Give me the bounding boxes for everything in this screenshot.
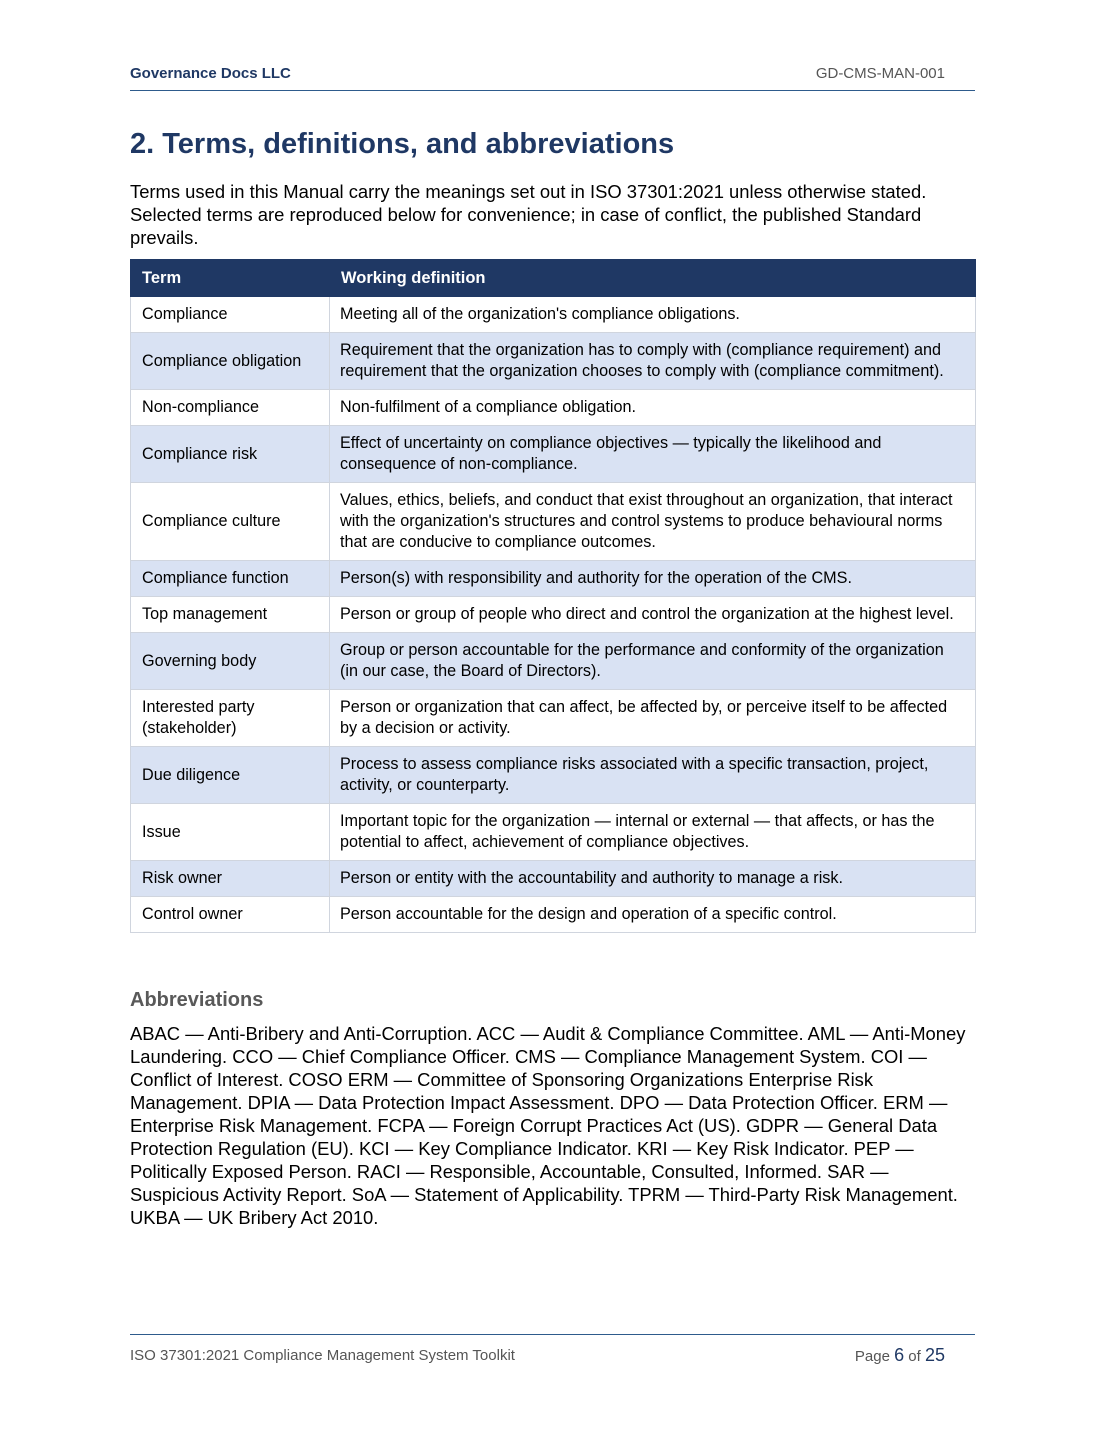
- definition-cell: Person or organization that can affect, be affected by, or perceive itself to be affected by a decision or activity.: [330, 690, 976, 747]
- definition-cell: Requirement that the organization has to comply with (compliance requirement) and requirement that the organization chooses to comply with (compliance commitment).: [330, 333, 976, 390]
- term-cell: Compliance risk: [131, 426, 330, 483]
- footer-title: ISO 37301:2021 Compliance Management System Toolkit: [130, 1347, 515, 1364]
- abbreviations-paragraph: ABAC — Anti-Bribery and Anti-Corruption. ACC — Audit & Compliance Committee. AML — Anti-Money Laundering. CCO — Chief Compliance Officer. CMS — Compliance Management System. COI — Conflict of Interest. COSO ERM — Committee of Sponsoring Organizations Enterprise Risk Management. DPIA — Data Protection Impact Assessment. DPO — Data Protection Officer. ERM — Enterprise Risk Management. FCPA — Foreign Corrupt Practices Act (US). GDPR — General Data Protection Regulation (EU). KCI — Key Compliance Indicator. KRI — Key Risk Indicator. PEP — Politically Exposed Person. RACI — Responsible, Accountable, Consulted, Informed. SAR — Suspicious Activity Report. SoA — Statement of Applicability. TPRM — Third-Party Risk Management. UKBA — UK Bribery Act 2010.: [130, 1023, 966, 1228]
- table-row: [131, 390, 976, 426]
- table-header-row: [131, 260, 976, 297]
- abbreviations-heading: Abbreviations: [130, 989, 264, 1011]
- definition-cell: Person accountable for the design and operation of a specific control.: [330, 897, 976, 933]
- term-cell: Compliance obligation: [131, 333, 330, 390]
- term-cell: Issue: [131, 804, 330, 861]
- intro-paragraph: Terms used in this Manual carry the meanings set out in ISO 37301:2021 unless otherwise stated. Selected terms are reproduced below for convenience; in case of conflict, the published Standard prevails.: [130, 181, 927, 248]
- page-indicator: [855, 1345, 945, 1366]
- term-cell: Risk owner: [131, 861, 330, 897]
- definition-cell: Person(s) with responsibility and authority for the operation of the CMS.: [330, 561, 976, 597]
- table-row: [131, 747, 976, 804]
- definition-cell: Non-fulfilment of a compliance obligation.: [330, 390, 976, 426]
- term-cell: Non-compliance: [131, 390, 330, 426]
- table-row: [131, 897, 976, 933]
- term-cell: Compliance function: [131, 561, 330, 597]
- page-footer: [130, 1334, 975, 1375]
- column-header-term: Term: [131, 260, 330, 297]
- table-row: [131, 333, 976, 390]
- definition-cell: Process to assess compliance risks associated with a specific transaction, project, activity, or counterparty.: [330, 747, 976, 804]
- of-label: of: [908, 1348, 921, 1365]
- table-row: [131, 861, 976, 897]
- table-row: [131, 297, 976, 333]
- table-row: [131, 804, 976, 861]
- definition-cell: Person or entity with the accountability and authority to manage a risk.: [330, 861, 976, 897]
- table-row: [131, 633, 976, 690]
- page-number: 6: [894, 1345, 905, 1365]
- definition-cell: Person or group of people who direct and control the organization at the highest level.: [330, 597, 976, 633]
- definition-cell: Meeting all of the organization's compliance obligations.: [330, 297, 976, 333]
- page-header: [130, 62, 975, 91]
- table-row: [131, 690, 976, 747]
- term-cell: Due diligence: [131, 747, 330, 804]
- term-cell: Compliance: [131, 297, 330, 333]
- table-row: [131, 561, 976, 597]
- term-cell: Control owner: [131, 897, 330, 933]
- section-title: 2. Terms, definitions, and abbreviations: [130, 128, 675, 160]
- term-cell: Top management: [131, 597, 330, 633]
- table-row: [131, 597, 976, 633]
- term-cell: Interested party (stakeholder): [131, 690, 330, 747]
- table-row: [131, 483, 976, 561]
- term-cell: Governing body: [131, 633, 330, 690]
- terms-table: [130, 259, 976, 933]
- document-id: GD-CMS-MAN-001: [815, 65, 945, 82]
- company-name: Governance Docs LLC: [130, 65, 291, 82]
- term-cell: Compliance culture: [131, 483, 330, 561]
- table-row: [131, 426, 976, 483]
- definition-cell: Values, ethics, beliefs, and conduct that exist throughout an organization, that interact with the organization's structures and control systems to produce behavioural norms that are conducive to compliance outcomes.: [330, 483, 976, 561]
- definition-cell: Effect of uncertainty on compliance objectives — typically the likelihood and consequence of non-compliance.: [330, 426, 976, 483]
- definition-cell: Group or person accountable for the performance and conformity of the organization (in our case, the Board of Directors).: [330, 633, 976, 690]
- definition-cell: Important topic for the organization — internal or external — that affects, or has the potential to affect, achievement of compliance objectives.: [330, 804, 976, 861]
- page-label: Page: [854, 1348, 890, 1365]
- column-header-definition: Working definition: [330, 260, 976, 297]
- total-pages: 25: [924, 1345, 945, 1365]
